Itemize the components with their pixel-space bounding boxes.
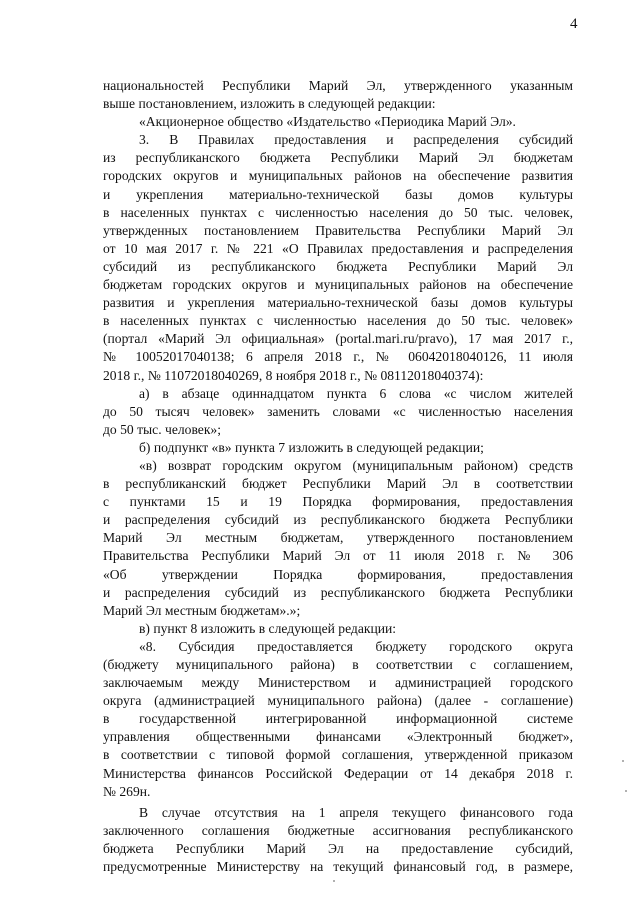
text-line: В случае отсутствия на 1 апреля текущего финансового года — [139, 804, 573, 820]
text-line: в республиканский бюджет Республики Марий Эл в соответствии — [103, 476, 573, 492]
text-line: утвержденных постановлением Правительства Республики Марий Эл — [103, 222, 573, 238]
text-line: до 50 тыс. человек»; — [103, 421, 222, 437]
text-line: (портал «Марий Эл официальная» (portal.mari.ru/pravo), 17 мая 2017 г., — [103, 331, 573, 347]
text-line: в государственной интегрированной информационной системе — [103, 711, 573, 727]
text-line: городских округов и муниципальных районов на обеспечение развития — [103, 168, 573, 184]
document-body — [103, 77, 573, 876]
text-line: управления общественными финансами «Электронный бюджет», — [103, 729, 573, 745]
scan-speck — [625, 790, 627, 792]
text-line: «Акционерное общество «Издательство «Периодика Марий Эл». — [139, 114, 516, 130]
text-line: Министерства финансов Российской Федерации от 14 декабря 2018 г. — [103, 765, 573, 781]
text-line: в населенных пунктах с численностью населения до 50 тыс. человек» — [103, 313, 573, 329]
text-line: 3. В Правилах предоставления и распределения субсидий — [139, 132, 573, 148]
text-line: выше постановлением, изложить в следующей редакции: — [103, 96, 436, 112]
text-line: в населенных пунктах с численностью населения до 50 тыс. человек, — [103, 204, 573, 220]
text-line: б) подпункт «в» пункта 7 изложить в следующей редакции; — [139, 439, 484, 455]
text-line: бюджетам городских округов и муниципальных районов на обеспечение — [103, 277, 573, 293]
text-line: округа (администрацией муниципального района) (далее - соглашение) — [103, 693, 573, 709]
text-line: заключенного соглашения бюджетные ассигнования республиканского — [103, 822, 573, 838]
text-line: «8. Субсидия предоставляется бюджету городского округа — [139, 638, 573, 654]
text-line: заключаемым между Министерством и администрацией городского — [103, 675, 573, 691]
text-line: Марий Эл местным бюджетам».»; — [103, 602, 301, 618]
text-line: Марий Эл местным бюджетам, утвержденного постановлением — [103, 530, 573, 546]
text-line: национальностей Республики Марий Эл, утвержденного указанным — [103, 78, 573, 93]
scan-speck — [333, 880, 335, 882]
text-line: а) в абзаце одиннадцатом пункта 6 слова «с числом жителей — [139, 385, 573, 401]
text-line: субсидий из республиканского бюджета Республики Марий Эл — [103, 258, 573, 274]
text-line: «Об утверждении Порядка формирования, предоставления — [103, 566, 573, 582]
text-line: в) пункт 8 изложить в следующей редакции: — [139, 620, 397, 636]
text-line: Правительства Республики Марий Эл от 11 июля 2018 г. № 306 — [103, 548, 573, 564]
text-line: «в) возврат городским округом (муниципальным районом) средств — [139, 457, 573, 473]
text-line: и укрепления материально-технической базы домов культуры — [103, 186, 573, 202]
text-line: и распределения субсидий из республиканского бюджета Республики — [103, 512, 573, 528]
text-line: от 10 мая 2017 г. № 221 «О Правилах предоставления и распределения — [103, 240, 573, 256]
text-line: № 10052017040138; 6 апреля 2018 г., № 06042018040126, 11 июля — [103, 349, 573, 365]
text-line: с пунктами 15 и 19 Порядка формирования, предоставления — [103, 494, 573, 510]
text-line: № 269н. — [103, 783, 151, 799]
text-line: до 50 тысяч человек» заменить словами «с численностью населения — [103, 403, 573, 419]
text-line: предусмотренные Министерству на текущий финансовый год, в размере, — [103, 859, 573, 875]
text-line: 2018 г., № 11072018040269, 8 ноября 2018 г., № 08112018040374): — [103, 367, 484, 383]
text-line: бюджета Республики Марий Эл на предоставление субсидий, — [103, 840, 573, 856]
text-line: (бюджету муниципального района) в соответствии с соглашением, — [103, 657, 573, 672]
text-line: развития и укрепления материально-технической базы домов культуры — [103, 295, 573, 311]
page-number: 4 — [570, 16, 578, 32]
text-line: и распределения субсидий из республиканского бюджета Республики — [103, 584, 573, 600]
text-line: в соответствии с типовой формой соглашения, утвержденной приказом — [103, 747, 573, 763]
scan-speck — [622, 760, 624, 762]
text-line: из республиканского бюджета Республики Марий Эл бюджетам — [103, 150, 573, 166]
